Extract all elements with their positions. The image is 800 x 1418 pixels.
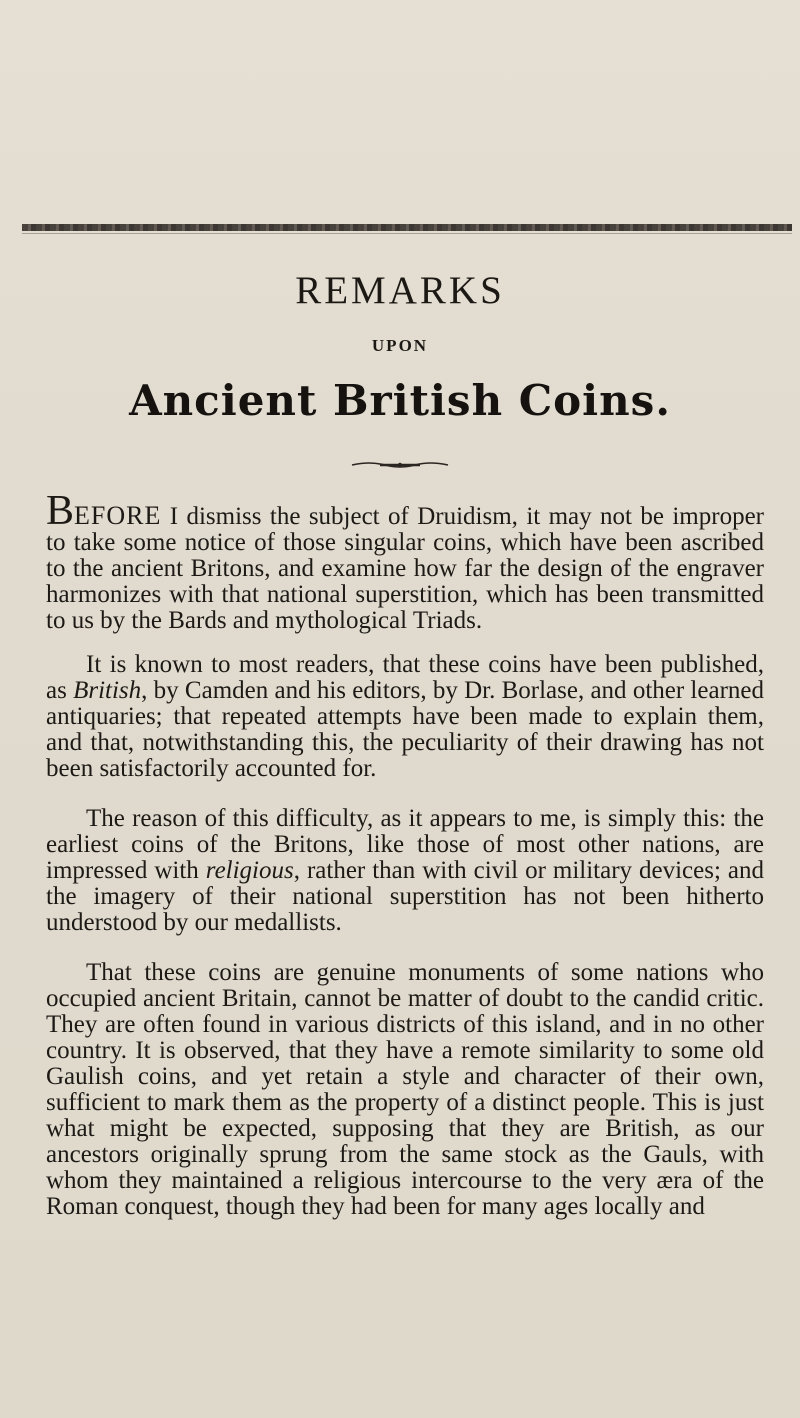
title-connector: UPON <box>371 336 429 355</box>
paragraph-2-emphasis: British <box>73 677 142 704</box>
page-title: REMARKS <box>295 269 505 312</box>
paragraph-1 <box>46 488 764 634</box>
paragraph-2-text-b: , by Camden and his editors, by Dr. Borlase, and other learned antiquaries; that repeated attempts have been made to explain them, and that, notwithstanding this, the peculiarity of their drawing has not been satisfactorily accounted for. <box>46 677 764 782</box>
paragraph-4-text: That these coins are genuine monuments of some nations who occupied ancient Britain, cannot be matter of doubt to the candid critic. They are often found in various districts of this island, and in no other country. It is observed, that they have a remote similarity to some old Gaulish coins, and yet retain a style and character of their own, sufficient to mark them as the property of a distinct people. This is just what might be expected, supposing that they are British, as our ancestors originally sprung from the same stock as the Gauls, with whom they maintained a religious intercourse to the very æra of the Roman conquest, though they had been for many ages locally and <box>46 959 764 1220</box>
paragraph-3-emphasis: religious <box>205 857 294 884</box>
paragraph-1-text: I dismiss the subject of Druidism, it may not be improper to take some notice of those singular coins, which have been ascribed to the ancient Britons, and examine how far the design of the engraver harmonizes with that national superstition, which has been transmitted to us by the Bards and mythological Triads. <box>46 503 764 634</box>
page-subtitle: Ancient British Coins. <box>129 376 671 425</box>
paragraph-3-text-a: The reason of this difficulty, as it appears to me, is simply this: the earliest coins of the Britons, like those of most other nations, are impressed with <box>46 805 764 884</box>
drop-cap: B <box>46 488 75 534</box>
paragraph-4 <box>46 960 764 1220</box>
paragraph-3-text-b: , rather than with civil or military devices; and the imagery of their national superstition has not been hitherto understood by our medallists. <box>46 857 764 936</box>
header-rule <box>22 224 792 231</box>
paragraph-2-text-a: It is known to most readers, that these coins have been published, as <box>46 651 764 704</box>
paragraph-3 <box>46 806 764 936</box>
ornament-divider <box>350 460 450 470</box>
paragraph-2 <box>46 652 764 782</box>
opening-smallcaps: EFORE <box>74 501 162 530</box>
